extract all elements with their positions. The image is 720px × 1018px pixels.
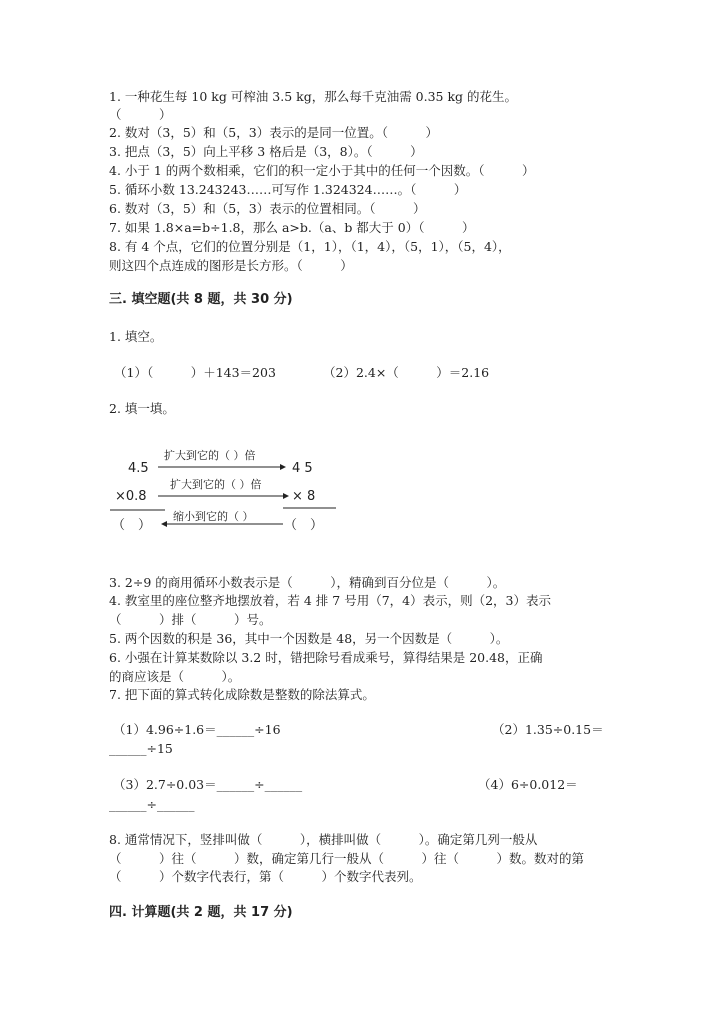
question-line: 7. 把下面的算式转化成除数是整数的除法算式。 — [109, 687, 375, 702]
sub-question: ______÷______ — [109, 797, 195, 812]
sub-question: （1）（ ）＋143＝203 — [114, 365, 276, 380]
question-line: 2. 填一填。 — [109, 401, 175, 416]
question-line: 8. 通常情况下，竖排叫做（ ），横排叫做（ ）。确定第几列一般从 — [109, 832, 538, 847]
diagram-top-left: 4.5 — [128, 461, 149, 476]
diagram-mid-right: × 8 — [292, 489, 316, 504]
question-line: 8. 有 4 个点，它们的位置分别是（1，1），（1，4），（5，1），（5，4）， — [109, 239, 511, 254]
question-line: 6. 小强在计算某数除以 3.2 时，错把除号看成乘号，算得结果是 20.48，正确 — [109, 650, 543, 665]
question-line: 的商应该是（ ）。 — [109, 669, 241, 684]
sub-question: ______÷15 — [109, 741, 173, 756]
question-line: 6. 数对（3，5）和（5，3）表示的位置相同。（ ） — [109, 201, 426, 216]
question-line: 3. 把点（3，5）向上平移 3 格后是（3，8）。（ ） — [109, 144, 423, 159]
question-line: 1. 一种花生每 10 kg 可榨油 3.5 kg，那么每千克油需 0.35 kg 的花生。 — [109, 89, 518, 104]
diagram-mid-label: 扩大到它的（ ）倍 — [170, 478, 262, 491]
sub-question: （4）6÷0.012＝ — [478, 777, 578, 792]
question-line: 5. 两个因数的积是 36，其中一个因数是 48，另一个因数是（ ）。 — [109, 631, 509, 646]
section-title: 四. 计算题(共 2 题，共 17 分) — [109, 905, 293, 920]
question-line: （ ）排（ ）号。 — [109, 612, 272, 627]
scaling-diagram — [100, 440, 360, 540]
question-line: 7. 如果 1.8×a=b÷1.8，那么 a>b.（a、b 都大于 0）（ ） — [109, 220, 475, 235]
question-line: 4. 教室里的座位整齐地摆放着，若 4 排 7 号用（7，4）表示，则（2，3）表示 — [109, 593, 552, 608]
question-line: （ ）个数字代表行，第（ ）个数字代表列。 — [109, 869, 422, 884]
question-line: 3. 2÷9 的商用循环小数表示是（ ），精确到百分位是（ ）。 — [109, 575, 506, 590]
question-line: （ ）往（ ）数，确定第几行一般从（ ）往（ ）数。数对的第 — [109, 851, 585, 866]
question-line: 则这四个点连成的图形是长方形。（ ） — [109, 258, 353, 273]
sub-question: （3）2.7÷0.03＝______÷______ — [113, 777, 303, 792]
sub-question: （1）4.96÷1.6＝______÷16 — [113, 722, 281, 737]
diagram-top-label: 扩大到它的（ ）倍 — [164, 449, 256, 462]
diagram-bottom-label: 缩小到它的（ ） — [173, 510, 254, 523]
question-line: 5. 循环小数 13.243243……可写作 1.324324……。（ ） — [109, 182, 467, 197]
diagram-bottom-left: （ ） — [112, 518, 152, 533]
answer-blank: （ ） — [109, 107, 172, 122]
diagram-bottom-right: （ ） — [284, 518, 324, 533]
diagram-top-right: 4 5 — [292, 461, 313, 476]
question-line: 4. 小于 1 的两个数相乘，它们的积一定小于其中的任何一个因数。（ ） — [109, 163, 535, 178]
section-title: 三. 填空题(共 8 题，共 30 分) — [109, 292, 293, 307]
diagram-mid-left: ×0.8 — [115, 489, 147, 504]
question-line: 2. 数对（3，5）和（5，3）表示的是同一位置。（ ） — [109, 125, 438, 140]
sub-question: （2）1.35÷0.15＝ — [492, 722, 604, 737]
sub-question: （2）2.4×（ ）＝2.16 — [323, 365, 490, 380]
question-line: 1. 填空。 — [109, 329, 163, 344]
